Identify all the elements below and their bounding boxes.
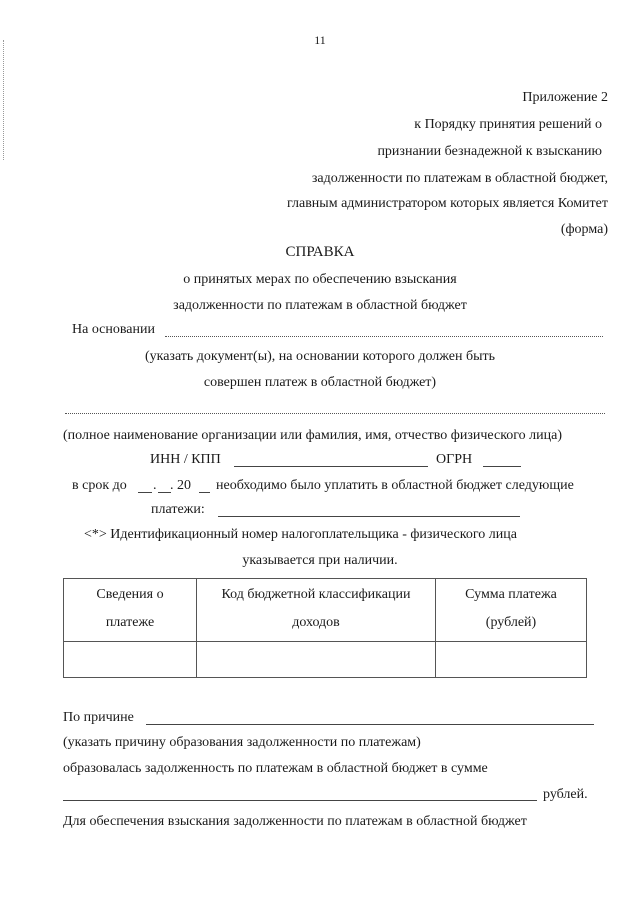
table-header-row <box>64 579 587 642</box>
deadline-year-prefix: . 20 <box>170 478 191 493</box>
organization-line <box>65 413 605 414</box>
rubles-label: рублей. <box>543 787 588 802</box>
basis-label: На основании <box>72 322 155 337</box>
debt-amount-text: образовалась задолженность по платежам в областной бюджет в сумме <box>63 761 488 776</box>
table-cell[interactable] <box>197 642 436 678</box>
header-cell-payment-amount: Сумма платежа (рублей) <box>436 579 587 642</box>
reason-label: По причине <box>63 710 134 725</box>
ogrn-label: ОГРН <box>436 452 473 467</box>
basis-hint-1: (указать документ(ы), на основании которого должен быть <box>144 349 496 364</box>
document-title: СПРАВКА <box>285 244 355 260</box>
payments-line <box>218 516 520 517</box>
debt-amount-line <box>63 800 537 801</box>
appendix-line-6: (форма) <box>560 222 608 237</box>
basis-hint-2: совершен платеж в областной бюджет) <box>203 375 437 390</box>
table-row <box>64 642 587 678</box>
table-cell[interactable] <box>436 642 587 678</box>
deadline-text: необходимо было уплатить в областной бюджет следующие <box>216 478 574 493</box>
payments-label: платежи: <box>151 502 205 517</box>
deadline-day-line <box>138 492 152 493</box>
appendix-line-3: признании безнадежной к взысканию <box>377 144 602 159</box>
footnote: <*> Идентификационный номер налогоплательщика - физического лица <box>84 527 517 542</box>
deadline-prefix: в срок до <box>72 478 127 493</box>
ogrn-line <box>483 466 521 467</box>
header-cell-budget-code: Код бюджетной классификации доходов <box>197 579 436 642</box>
payment-info-table <box>63 578 587 678</box>
appendix-line-2: к Порядку принятия решений о <box>414 117 602 132</box>
appendix-line-5: главным администратором которых является Комитет <box>286 196 608 211</box>
inn-line <box>234 466 428 467</box>
table-cell[interactable] <box>64 642 197 678</box>
document-subtitle-1: о принятых мерах по обеспечению взыскания <box>183 272 457 287</box>
page-number: 11 <box>314 33 326 47</box>
organization-hint: (полное наименование организации или фамилия, имя, отчество физического лица) <box>63 428 563 443</box>
inn-label: ИНН / КПП <box>150 452 221 467</box>
deadline-dot: . <box>153 478 157 493</box>
deadline-year-line <box>199 492 210 493</box>
scan-edge-marks <box>3 40 6 160</box>
reason-hint: (указать причину образования задолженности по платежам) <box>63 735 421 750</box>
appendix-line-4: задолженности по платежам в областной бюджет, <box>311 171 608 186</box>
footnote-continued: указывается при наличии. <box>242 553 398 568</box>
reason-line <box>146 724 594 725</box>
closing-text: Для обеспечения взыскания задолженности по платежам в областной бюджет <box>63 814 527 829</box>
document-subtitle-2: задолженности по платежам в областной бюджет <box>173 298 467 313</box>
basis-line <box>165 336 603 337</box>
header-cell-payment-info: Сведения о платеже <box>64 579 197 642</box>
appendix-line-1: Приложение 2 <box>522 90 608 105</box>
